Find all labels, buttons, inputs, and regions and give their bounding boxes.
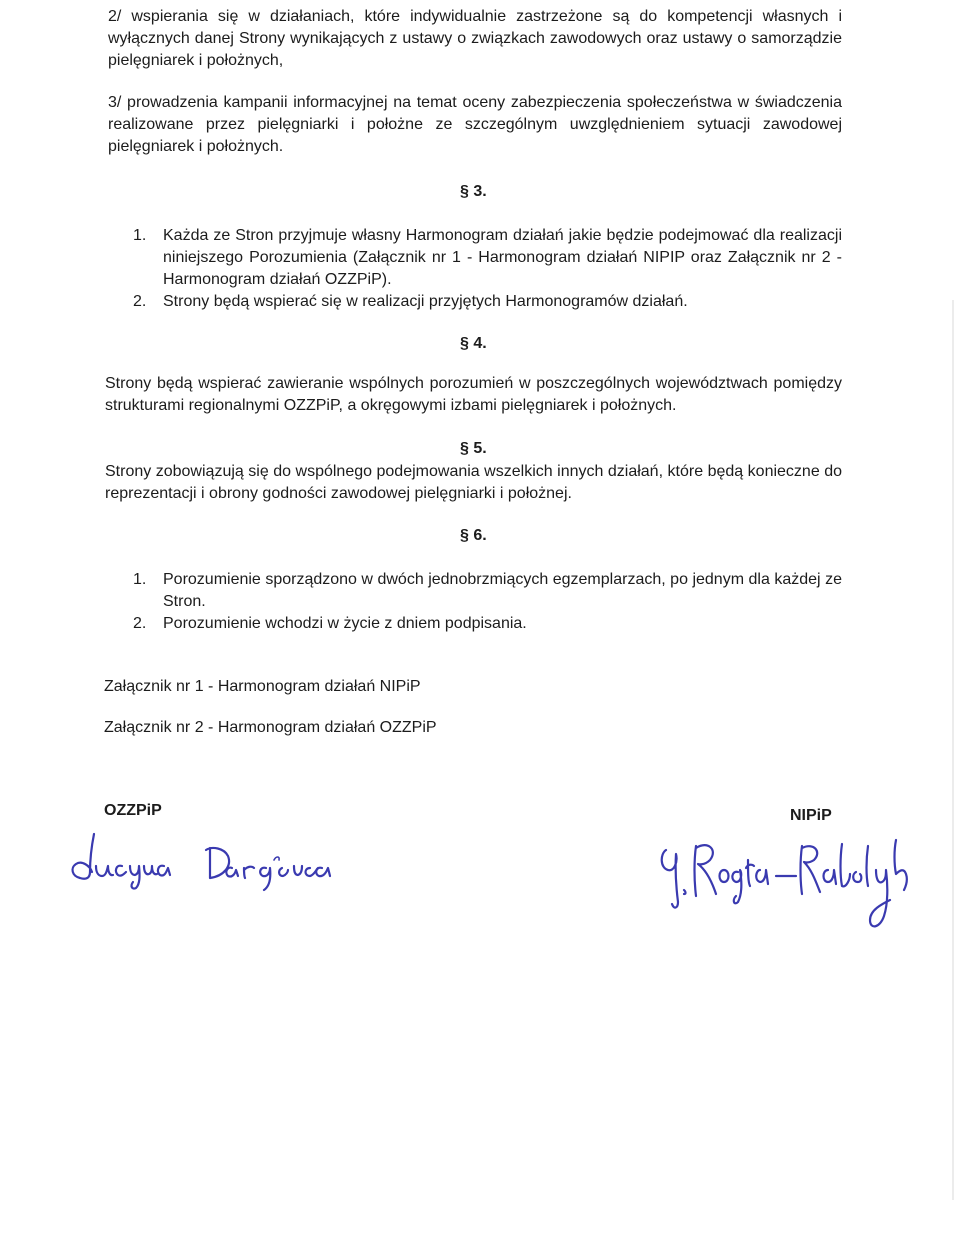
point-number: 1. — [133, 227, 147, 244]
scan-edge-shadow — [952, 300, 954, 1200]
section-4-heading: § 4. — [460, 335, 487, 352]
attachment-2: Załącznik nr 2 - Harmonogram działań OZZPiP — [104, 719, 437, 736]
section-6-point-2 — [133, 613, 842, 635]
attachment-1: Załącznik nr 1 - Harmonogram działań NIPiP — [104, 678, 421, 695]
section-3-point-2 — [133, 291, 842, 313]
section-4-text: Strony będą wspierać zawieranie wspólnych porozumień w poszczególnych województwach pomiędzy strukturami regionalnymi OZZPiP, a okręgowymi izbami pielęgniarek i położnych. — [105, 375, 842, 414]
section-3-point-1 — [133, 225, 842, 291]
point-number: 2. — [133, 293, 147, 310]
point-text: Każda ze Stron przyjmuje własny Harmonogram działań jakie będzie podejmować dla realizacji niniejszego Porozumienia (Załącznik nr 1 - Harmonogram działań NIPIP oraz Załącznik nr 2 - Harmonogram działań OZZPiP). — [163, 227, 842, 288]
section-5-heading: § 5. — [460, 440, 487, 457]
ozzpip-label: OZZPiP — [104, 802, 162, 819]
paragraph-item-2: 2/ wspierania się w działaniach, które indywidualnie zastrzeżone są do kompetencji własnych i wyłącznych danej Strony wynikających z ustawy o związkach zawodowych oraz ustawy o samorządzie pielęgniarek i położnych, — [108, 8, 842, 69]
section-6-point-1 — [133, 569, 842, 613]
section-6-heading: § 6. — [460, 527, 487, 544]
point-text: Porozumienie wchodzi w życie z dniem podpisania. — [163, 615, 527, 632]
point-number: 2. — [133, 615, 147, 632]
point-text: Strony będą wspierać się w realizacji przyjętych Harmonogramów działań. — [163, 293, 688, 310]
nipip-label: NIPiP — [790, 807, 832, 824]
point-number: 1. — [133, 571, 147, 588]
right-signature — [656, 830, 926, 936]
section-3-heading: § 3. — [460, 183, 487, 200]
paragraph-item-3: 3/ prowadzenia kampanii informacyjnej na temat oceny zabezpieczenia społeczeństwa w świadczenia realizowane przez pielęgniarki i położne ze szczególnym uwzględnieniem sytuacji zawodowej pielęgniarek i położnych. — [108, 94, 842, 155]
section-5-text: Strony zobowiązują się do wspólnego podejmowania wszelkich innych działań, które będą konieczne do reprezentacji i obrony godności zawodowej pielęgniarki i położnej. — [105, 463, 842, 502]
point-text: Porozumienie sporządzono w dwóch jednobrzmiących egzemplarzach, po jednym dla każdej ze Stron. — [163, 571, 842, 610]
left-signature — [60, 828, 340, 890]
